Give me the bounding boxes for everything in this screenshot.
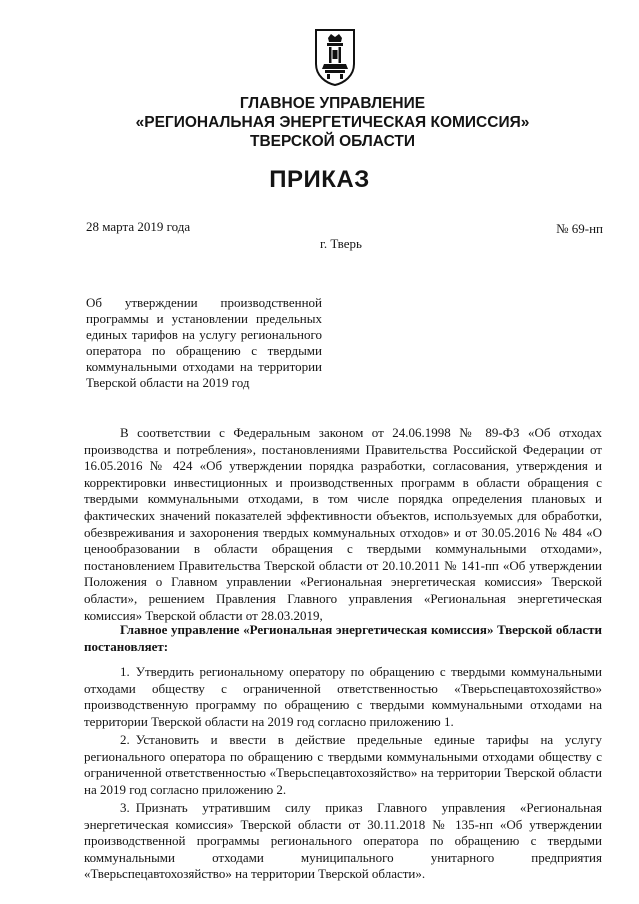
order-item-text: Признать утратившим силу приказ Главного управления «Региональная энергетическая комиссия» Тверской области от 30.11.2018 № 135-нп «Об утверждении производственной программы регионального оператора по обращению с твердыми коммунальными отходами муниципального унитарного предприятия «Тверьспецавтохозяйство» на территории Тверской области». [84,800,602,881]
agency-title-line-2: «РЕГИОНАЛЬНАЯ ЭНЕРГЕТИЧЕСКАЯ КОМИССИЯ» [135,114,530,131]
document-subject: Об утверждении производственной программы и установлении предельных единых тарифов на услугу регионального оператора по обращению с твердыми коммунальными отходами на территории Тверской области на 2019 год [86,295,322,390]
order-item-number: 1. [120,664,130,679]
agency-title-line-1: ГЛАВНОЕ УПРАВЛЕНИЕ [239,95,426,112]
decision-heading: Главное управление «Региональная энергетическая комиссия» Тверской области постановляет: [84,622,602,654]
preamble-paragraph: В соответствии с Федеральным законом от 24.06.1998 № 89-ФЗ «Об отходах производства и потребления», постановлениями Правительства Российской Федерации от 16.05.2016 № 424 «Об утверждении порядка разработки, согласования, утверждения и корректировки инвестиционных и производственных программ в области обращения с твердыми коммунальными отходами, в том числе порядка определения плановых и фактических значений показателей эффективности объектов, используемых для обработки, обезвреживания и захоронения твердых коммунальных отходов» и от 30.05.2016 № 484 «О ценообразовании в области обращения с твердыми коммунальными отходами», постановлением Правительства Тверской области от 20.10.2011 № 141-пп «Об утверждении Положения о Главном управлении «Региональная энергетическая комиссия» Тверской области», решением Правления Главного управления «Региональная энергетическая комиссия» Тверской области от 28.03.2019, [84,425,602,623]
document-type-heading: ПРИКАЗ [269,166,370,193]
order-item-number: 2. [120,732,130,747]
document-date: 28 марта 2019 года [86,219,191,234]
agency-title [80,94,585,151]
order-items-list [84,664,602,885]
document-city: г. Тверь [320,236,362,251]
order-item-number: 3. [120,800,130,815]
document-number: № 69-нп [556,221,603,236]
tver-coat-of-arms-icon [314,28,356,86]
order-item [84,800,602,883]
order-item-text: Утвердить региональному оператору по обращению с твердыми коммунальными отходами обществу с ограниченной ответственностью «Тверьспецавтохозяйство» производственную программу по обращению с твердыми коммунальными отходами на территории Тверской области на 2019 год согласно приложению 1. [84,664,602,729]
order-item [84,732,602,798]
order-item [84,664,602,730]
order-item-text: Установить и ввести в действие предельные единые тарифы на услугу регионального оператора по обращению с твердыми коммунальными отходами обществу с ограниченной ответственностью «Тверьспецавтохозяйство» на территории Тверской области на 2019 год согласно приложению 2. [84,732,602,797]
agency-title-line-3: ТВЕРСКОЙ ОБЛАСТИ [249,133,416,150]
